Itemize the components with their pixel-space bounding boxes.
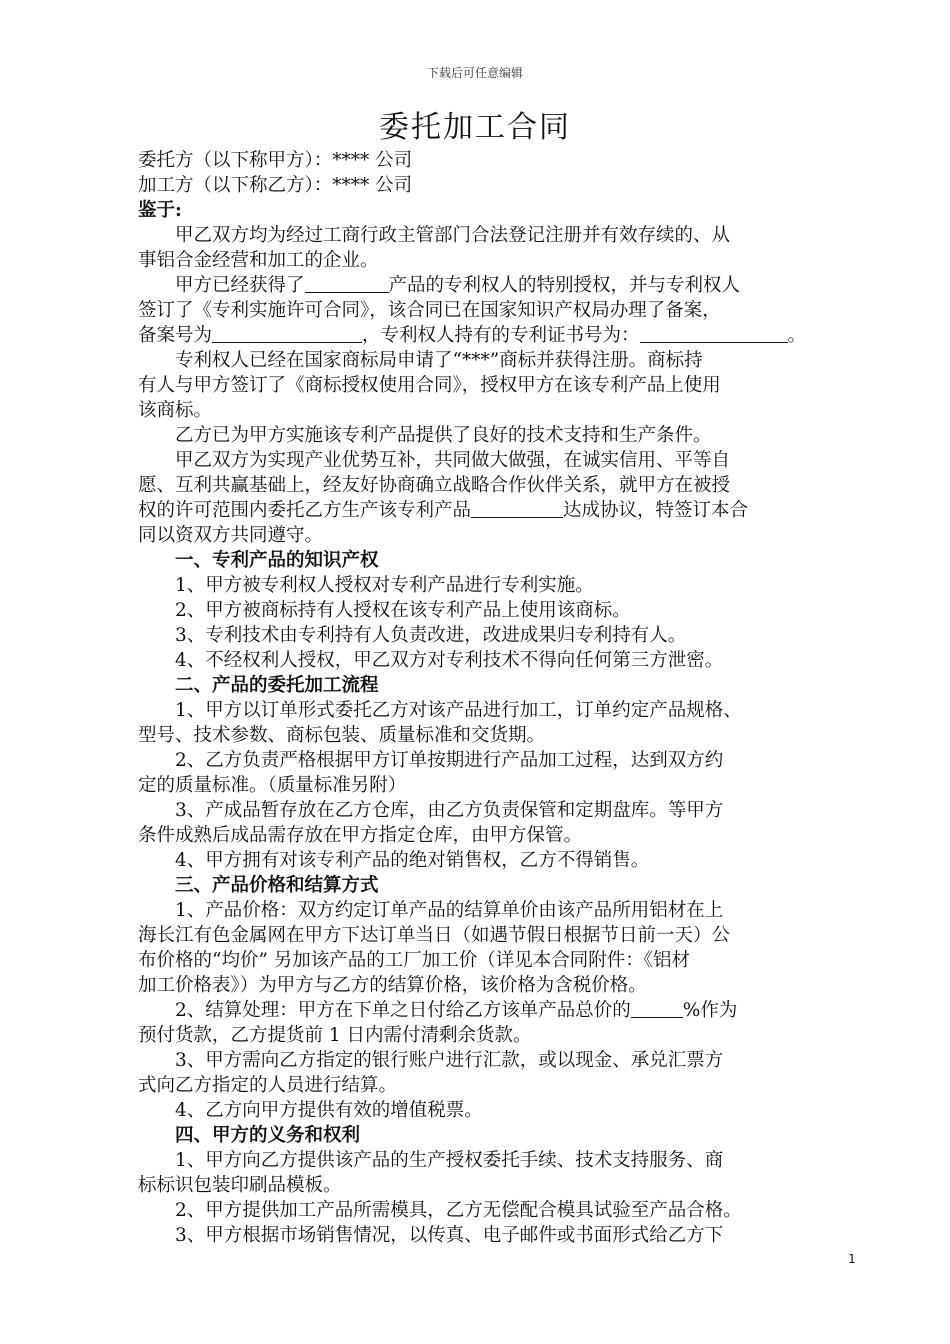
blank-product-name bbox=[305, 274, 389, 294]
blank-certificate-number bbox=[640, 324, 788, 344]
whereas-p1-line1: 甲乙双方均为经过工商行政主管部门合法登记注册并有效存续的、从 bbox=[175, 225, 731, 246]
header-note: 下载后可任意编辑 bbox=[426, 66, 523, 80]
text-segment: 达成协议，特签订本合 bbox=[563, 500, 749, 521]
text-segment: 2、结算处理：甲方在下单之日付给乙方该单产品总价的 bbox=[175, 1000, 631, 1021]
section-3-item-3-line2: 式向乙方指定的人员进行结算。 bbox=[138, 1075, 398, 1096]
whereas-p5-line2: 愿、互利共赢基础上，经友好协商确立战略合作伙伴关系，就甲方在被授 bbox=[138, 475, 731, 496]
section-1-heading: 一、专利产品的知识产权 bbox=[175, 550, 379, 571]
blank-percentage bbox=[631, 999, 683, 1019]
section-1-item-3: 3、专利技术由专利持有人负责改进，改进成果归专利持有人。 bbox=[175, 625, 687, 646]
text-segment: 甲方已经获得了 bbox=[175, 275, 305, 296]
contract-body bbox=[138, 148, 860, 1248]
whereas-p1-line2: 事铝合金经营和加工的企业。 bbox=[138, 250, 379, 271]
section-4-heading: 四、甲方的义务和权利 bbox=[175, 1125, 361, 1146]
text-segment: ，专利权人持有的专利证书号为： bbox=[362, 325, 640, 346]
section-4-item-1-line2: 标标识包装印刷品模板。 bbox=[138, 1175, 342, 1196]
section-3-item-1-line2: 海长江有色金属网在甲方下达订单当日（如遇节假日根据节日前一天）公 bbox=[138, 925, 731, 946]
whereas-p5-line3 bbox=[138, 498, 860, 523]
section-2-item-2-line2: 定的质量标准。（质量标准另附） bbox=[138, 775, 407, 796]
whereas-p4-line1: 乙方已为甲方实施该专利产品提供了良好的技术支持和生产条件。 bbox=[175, 425, 712, 446]
whereas-heading: 鉴于: bbox=[138, 200, 182, 221]
section-4-item-1-line1: 1、甲方向乙方提供该产品的生产授权委托手续、技术支持服务、商 bbox=[175, 1150, 724, 1171]
text-segment: 产品的专利权人的特别授权，并与专利权人 bbox=[388, 275, 741, 296]
text-segment: 权的许可范围内委托乙方生产该专利产品 bbox=[138, 500, 472, 521]
section-3-item-1-line1: 1、产品价格：双方约定订单产品的结算单价由该产品所用铝材在上 bbox=[175, 900, 724, 921]
text-segment: %作为 bbox=[682, 1000, 738, 1021]
section-4-item-2-line1: 2、甲方提供加工产品所需模具，乙方无偿配合模具试验至产品合格。 bbox=[175, 1200, 742, 1221]
section-3-item-3-line1: 3、甲方需向乙方指定的银行账户进行汇款，或以现金、承兑汇票方 bbox=[175, 1050, 724, 1071]
blank-product-scope bbox=[471, 499, 563, 519]
section-2-item-4-line1: 4、甲方拥有对该专利产品的绝对销售权，乙方不得销售。 bbox=[175, 850, 650, 871]
section-3-item-2-line2: 预付货款，乙方提货前 1 日内需付清剩余货款。 bbox=[138, 1025, 532, 1046]
whereas-p3-line3: 该商标。 bbox=[138, 400, 213, 421]
whereas-p2-line2: 签订了《专利实施许可合同》，该合同已在国家知识产权局办理了备案， bbox=[138, 300, 721, 321]
section-3-item-1-line4: 加工价格表》）为甲方与乙方的结算价格，该价格为含税价格。 bbox=[138, 975, 647, 996]
section-3-heading: 三、产品价格和结算方式 bbox=[175, 875, 379, 896]
whereas-p5-line1: 甲乙双方为实现产业优势互补，共同做大做强，在诚实信用、平等自 bbox=[175, 450, 731, 471]
section-2-item-1-line2: 型号、技术参数、商标包装、质量标准和交货期。 bbox=[138, 725, 546, 746]
whereas-p2-line1 bbox=[138, 273, 860, 298]
whereas-p5-line4: 同以资双方共同遵守。 bbox=[138, 525, 324, 546]
section-2-item-3-line1: 3、产成品暂存放在乙方仓库，由乙方负责保管和定期盘库。等甲方 bbox=[175, 800, 724, 821]
section-3-item-2-line1 bbox=[138, 998, 860, 1023]
section-3-item-4-line1: 4、乙方向甲方提供有效的增值税票。 bbox=[175, 1100, 483, 1121]
party-a-line: 委托方（以下称甲方）：**** 公司 bbox=[138, 150, 413, 171]
whereas-p3-line2: 有人与甲方签订了《商标授权使用合同》，授权甲方在该专利产品上使用 bbox=[138, 375, 721, 396]
section-1-item-4: 4、不经权利人授权，甲乙双方对专利技术不得向任何第三方泄密。 bbox=[175, 650, 724, 671]
section-3-item-1-line3: 布价格的“均价” 另加该产品的工厂加工价（详见本合同附件：《铝材 bbox=[138, 950, 691, 971]
section-2-heading: 二、产品的委托加工流程 bbox=[175, 675, 379, 696]
section-1-item-1: 1、甲方被专利权人授权对专利产品进行专利实施。 bbox=[175, 575, 594, 596]
whereas-p2-line3 bbox=[138, 323, 860, 348]
text-segment: 。 bbox=[787, 325, 807, 346]
document-title: 委托加工合同 bbox=[379, 110, 571, 145]
section-1-item-2: 2、甲方被商标持有人授权在该专利产品上使用该商标。 bbox=[175, 600, 631, 621]
whereas-p3-line1: 专利权人已经在国家商标局申请了“***”商标并获得注册。商标持 bbox=[175, 350, 703, 371]
blank-record-number bbox=[212, 324, 362, 344]
text-segment: 备案号为 bbox=[138, 325, 213, 346]
section-2-item-1-line1: 1、甲方以订单形式委托乙方对该产品进行加工，订单约定产品规格、 bbox=[175, 700, 742, 721]
party-b-line: 加工方（以下称乙方）：**** 公司 bbox=[138, 175, 413, 196]
page-number: 1 bbox=[848, 1252, 856, 1266]
section-2-item-2-line1: 2、乙方负责严格根据甲方订单按期进行产品加工过程，达到双方约 bbox=[175, 750, 724, 771]
section-4-item-3-line1: 3、甲方根据市场销售情况，以传真、电子邮件或书面形式给乙方下 bbox=[175, 1225, 724, 1246]
section-2-item-3-line2: 条件成熟后成品需存放在甲方指定仓库，由甲方保管。 bbox=[138, 825, 583, 846]
